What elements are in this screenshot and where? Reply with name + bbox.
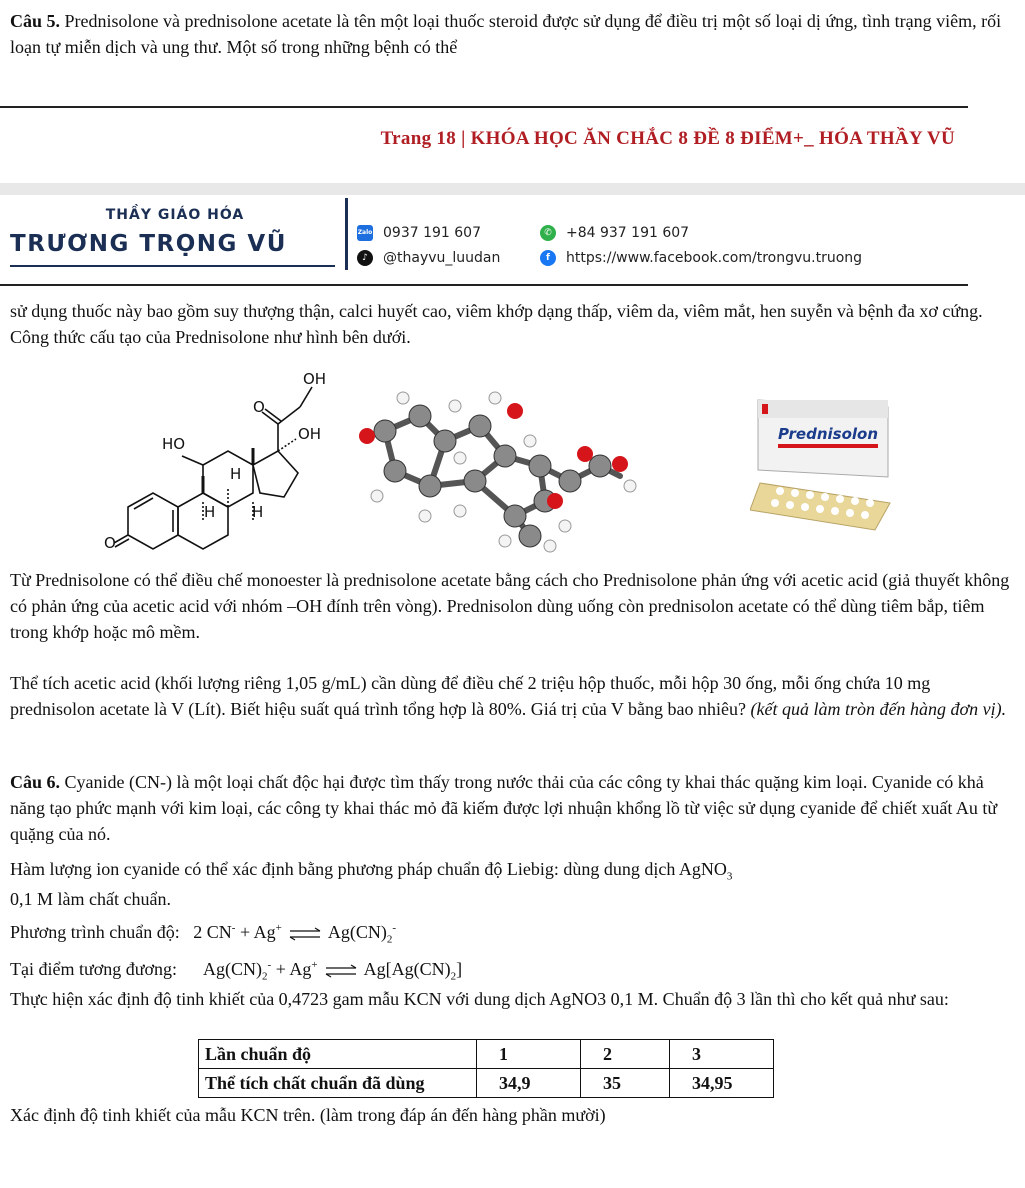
q6-method-text: Hàm lượng ion cyanide có thể xác định bằng phương pháp chuẩn độ Liebig: dùng dung dịch AgNO bbox=[10, 859, 727, 879]
eq1-mid: + Ag bbox=[235, 922, 276, 942]
brand-divider bbox=[0, 284, 968, 286]
phone-contact[interactable] bbox=[540, 223, 689, 243]
ho-label: HO bbox=[162, 435, 186, 453]
q6-intro-text: Cyanide (CN-) là một loại chất độc hại được tìm thấy trong nước thải của các công ty khai thác quặng kim loại. Cyanide có khả năng tạo phức mạnh với kim loại, các công ty khai thác mỏ đã kiếm được lợi nhuận khổng lồ từ việc sử dụng cyanide để chiết xuất Au từ quặng của nó. bbox=[10, 772, 998, 845]
zalo-contact[interactable] bbox=[357, 223, 481, 243]
table-cell: 35 bbox=[581, 1069, 670, 1098]
h-label-1: H bbox=[230, 465, 242, 483]
table-cell: 2 bbox=[581, 1040, 670, 1069]
brand-separator bbox=[345, 198, 348, 270]
oh-top-label: OH bbox=[303, 370, 327, 388]
ring-a-double-bond bbox=[134, 498, 153, 509]
prednisolone-structure bbox=[100, 362, 345, 552]
phone-icon: ✆ bbox=[540, 225, 556, 241]
brand-underline bbox=[10, 265, 335, 267]
zalo-icon: Zalo bbox=[357, 225, 373, 241]
ketone-bond-a bbox=[114, 535, 128, 543]
table-row bbox=[199, 1069, 774, 1098]
ring-a bbox=[128, 493, 178, 549]
page-footer: Trang 18 | KHÓA HỌC ĂN CHẮC 8 ĐỀ 8 ĐIỂM+_ HÓA THẦY VŨ bbox=[380, 128, 955, 149]
prednisolon-box-image bbox=[750, 395, 895, 535]
q5-paragraph-3 bbox=[10, 670, 1015, 722]
table-cell: 34,9 bbox=[477, 1069, 581, 1098]
facebook-icon: f bbox=[540, 250, 556, 266]
q6-paragraph-2 bbox=[10, 856, 1015, 912]
eq2-end: ] bbox=[456, 959, 463, 979]
c21-oh-bond bbox=[300, 387, 312, 407]
o-bottom-label: O bbox=[104, 534, 116, 552]
eq1-left: 2 CN bbox=[193, 922, 232, 942]
agno3-subscript: 3 bbox=[726, 870, 733, 883]
table-cell: 1 bbox=[477, 1040, 581, 1069]
eq2-left: Ag(CN) bbox=[203, 959, 263, 979]
q5-intro bbox=[10, 8, 1015, 60]
table-row bbox=[199, 1040, 774, 1069]
equilibrium-arrow-icon bbox=[324, 964, 358, 978]
eq2-mid: + Ag bbox=[271, 959, 312, 979]
brand-subtitle: THẦY GIÁO HÓA bbox=[105, 207, 245, 223]
eq1-label: Phương trình chuẩn độ: bbox=[10, 922, 180, 942]
ring-b bbox=[178, 493, 228, 549]
q5-question-text: Thể tích acetic acid (khối lượng riêng 1,05 g/mL) cần dùng để điều chế 2 triệu hộp thuốc, mỗi hộp 30 ống, mỗi ống chứa 10 mg prednisolon acetate là V (Lít). Biết hiệu suất quá trình tổng hợp là 80%. Giá trị của V bằng bao nhiêu? bbox=[10, 673, 931, 720]
table-cell: 34,95 bbox=[670, 1069, 774, 1098]
q5-rounding-note: (kết quả làm tròn đến hàng đơn vị). bbox=[746, 699, 1007, 720]
h-label-3: H bbox=[252, 503, 264, 521]
ball-and-stick-model bbox=[355, 386, 640, 553]
q5-paragraph-2: Từ Prednisolone có thể điều chế monoester là prednisolone acetate bằng cách cho Prednisolone phản ứng với acetic acid (giả thuyết không có phản ứng của acetic acid với nhóm –OH đính trên vòng). Prednisolon dùng uống còn prednisolon acetate có thể dùng tiêm bắp, tiêm trong khớp hoặc mô mềm. bbox=[10, 570, 1010, 643]
c17-oh-hash bbox=[278, 439, 296, 451]
titration-equation: Phương trình chuẩn độ: 2 CN- + Ag+ $Ag(CN)_2^-$ bbox=[10, 922, 397, 946]
tiktok-contact[interactable] bbox=[357, 248, 500, 268]
o-ketone-label: O bbox=[253, 398, 265, 416]
oh-right-label: OH bbox=[298, 425, 322, 443]
brand-title: TRƯƠNG TRỌNG VŨ bbox=[10, 231, 287, 257]
q6-paragraph-1 bbox=[10, 769, 1015, 847]
header-divider bbox=[0, 106, 968, 108]
q5-continued: sử dụng thuốc này bao gồm suy thượng thận, calci huyết cao, viêm khớp dạng thấp, viêm da, viêm mắt, hen suyễn và bệnh đa xơ cứng. Công thức cấu tạo của Prednisolone như hình bên dưới. bbox=[10, 301, 983, 348]
equivalence-equation: Tại điểm tương đương: $Ag(CN)_2^- + Ag^+$ $Ag[Ag(CN)_2]$ bbox=[10, 959, 463, 983]
table-cell: 3 bbox=[670, 1040, 774, 1069]
ring-d bbox=[253, 451, 298, 497]
tiktok-icon: ♪ bbox=[357, 250, 373, 266]
table-cell: Lần chuẩn độ bbox=[199, 1040, 477, 1069]
page-gap-band bbox=[0, 183, 1025, 195]
facebook-contact[interactable] bbox=[540, 248, 862, 268]
ketone-bond-b bbox=[115, 539, 129, 547]
zalo-number: 0937 191 607 bbox=[383, 225, 481, 241]
box-label: Prednisolon bbox=[778, 425, 879, 443]
c11-bond bbox=[182, 456, 203, 465]
c20-ketone-b bbox=[265, 409, 281, 421]
eq2-label: Tại điểm tương đương: bbox=[10, 959, 178, 979]
phone-number: +84 937 191 607 bbox=[566, 225, 690, 241]
equilibrium-arrow-icon bbox=[288, 927, 322, 941]
q6-question: Xác định độ tinh khiết của mẫu KCN trên. (làm trong đáp án đến hàng phần mười) bbox=[10, 1105, 606, 1125]
q6-label: Câu 6. bbox=[10, 772, 61, 792]
q5-label: Câu 5. bbox=[10, 11, 61, 31]
titration-results-table bbox=[198, 1039, 774, 1098]
tiktok-handle: @thayvu_luudan bbox=[383, 250, 501, 266]
table-cell: Thể tích chất chuẩn đã dùng bbox=[199, 1069, 477, 1098]
q5-intro-text: Prednisolone và prednisolone acetate là tên một loại thuốc steroid được sử dụng để điều trị một số loại dị ứng, tình trạng viêm, rối loạn tự miễn dịch và ung thư. Một số trong những bệnh có thể bbox=[10, 11, 1002, 58]
h-label-2: H bbox=[204, 503, 216, 521]
c21-bond bbox=[278, 407, 300, 424]
eq1-right: Ag(CN) bbox=[327, 922, 387, 942]
q6-standard-text: 0,1 M làm chất chuẩn. bbox=[10, 888, 171, 909]
facebook-url: https://www.facebook.com/trongvu.truong bbox=[566, 250, 863, 266]
eq2-right: Ag[Ag(CN) bbox=[363, 959, 451, 979]
q6-paragraph-3: Thực hiện xác định độ tinh khiết của 0,4723 gam mẫu KCN với dung dịch AgNO3 0,1 M. Chuẩn độ 3 lần thì cho kết quả như sau: bbox=[10, 989, 949, 1009]
